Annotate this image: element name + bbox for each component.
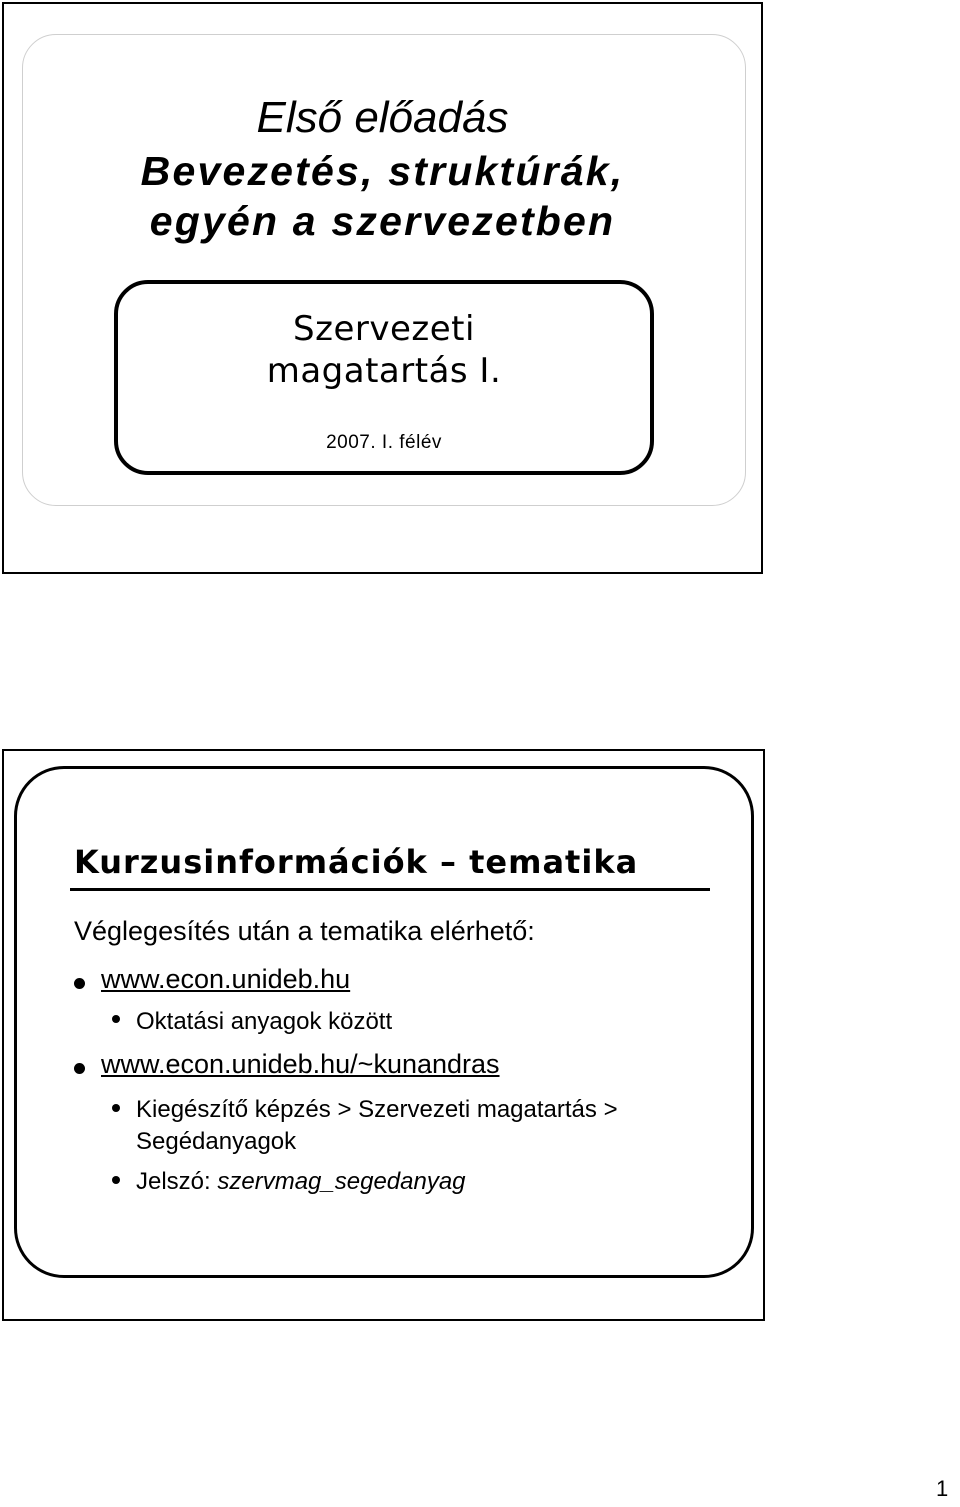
sub-bullet-navigation-path: Kiegészítő képzés > Szervezeti magatartás > — [136, 1096, 618, 1123]
sub-bullet-password — [136, 1168, 466, 1196]
intro-text: Véglegesítés után a tematika elérhető: — [74, 916, 535, 946]
course-title-line-1: Szervezeti — [293, 309, 475, 349]
sub-bullet-dot-icon — [112, 1176, 120, 1184]
title-underline-rule — [70, 888, 710, 891]
page-number: 1 — [936, 1476, 949, 1501]
bullet-dot-icon — [74, 978, 85, 989]
slide-1-title-line-3: egyén a szervezetben — [149, 198, 616, 244]
password-label: Jelszó: — [136, 1168, 211, 1195]
slide-1-title-line-2: Bevezetés, struktúrák, — [140, 148, 625, 194]
slide-2-title: Kurzusinformációk – tematika — [74, 843, 639, 881]
link-kunandras[interactable]: www.econ.unideb.hu/~kunandras — [101, 1049, 500, 1079]
bullet-dot-icon — [74, 1063, 85, 1074]
slide-1-title-line-1: Első előadás — [256, 93, 509, 142]
course-title — [114, 308, 654, 392]
link-econ-unideb[interactable]: www.econ.unideb.hu — [101, 964, 351, 994]
password-value: szervmag_segedanyag — [217, 1168, 466, 1195]
sub-bullet-oktatasi-anyagok: Oktatási anyagok között — [136, 1008, 393, 1035]
semester-label: 2007. I. félév — [326, 432, 442, 453]
sub-bullet-navigation-path-cont: Segédanyagok — [136, 1128, 297, 1155]
sub-bullet-dot-icon — [112, 1015, 120, 1023]
course-title-line-2: magatartás I. — [266, 351, 502, 391]
sub-bullet-dot-icon — [112, 1104, 120, 1112]
